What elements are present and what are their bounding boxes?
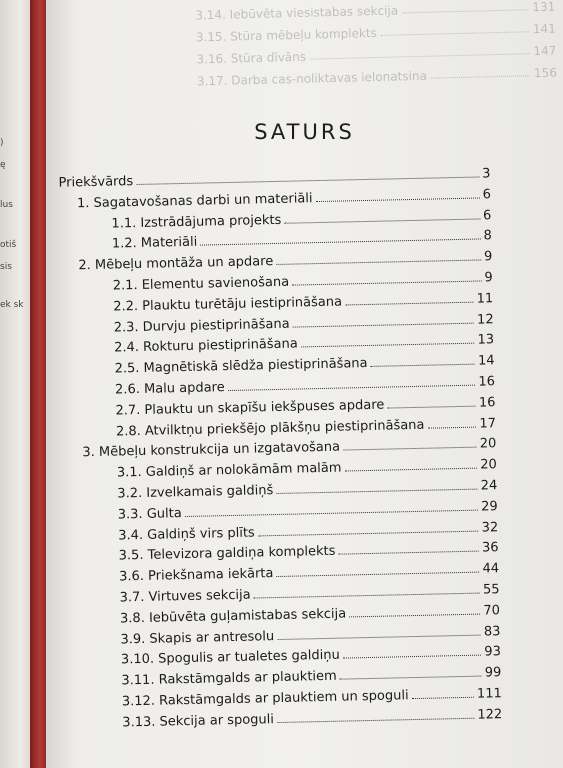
dot-leader [284, 218, 480, 223]
dot-leader [412, 697, 474, 699]
toc-entry-label: 2.6. Malu apdare [114, 380, 225, 398]
toc-entry-label: 3.13. Sekcija ar spoguli [122, 711, 275, 731]
toc-entry-label: 2.2. Plauktu turētāju iestiprināšana [113, 294, 343, 315]
toc-entry-label: 2.4. Rokturu piestiprināšana [114, 336, 298, 356]
dot-leader [345, 301, 474, 305]
toc-page-number: 16 [478, 374, 496, 390]
toc-page-number: 111 [476, 686, 502, 702]
margin-fragment: ę [0, 160, 6, 170]
dot-leader [277, 634, 481, 639]
toc-page-number: 70 [483, 602, 501, 619]
dot-leader [339, 551, 480, 555]
toc-page-number: 17 [479, 415, 497, 432]
toc-page-number: 6 [482, 187, 492, 203]
toc-entry-label: 1.1. Izstrādājuma projekts [111, 212, 282, 232]
margin-fragment: sis [0, 262, 12, 272]
dot-leader [136, 177, 479, 185]
dot-leader [293, 322, 475, 327]
toc-page-number: 12 [476, 311, 494, 328]
dot-leader [344, 468, 477, 472]
toc-page-number: 9 [483, 249, 493, 265]
toc-entry-label: 2. Mēbeļu montāža un apdare [78, 254, 274, 274]
toc-entry-label: 2.8. Atvilktņu priekšējo plākšņu piestiprināšana [115, 417, 425, 440]
toc-page-number: 3 [482, 166, 491, 182]
toc-entry-label: 2.5. Magnētiskā slēdža piestiprināšana [114, 356, 368, 377]
toc-page-number: 13 [477, 332, 495, 348]
dot-leader [258, 530, 479, 536]
toc-entry-label: 3.5. Televizora galdiņa komplekts [118, 544, 336, 564]
dot-leader [427, 426, 476, 428]
toc-entry-label: 3.9. Skapis ar antresolu [120, 628, 275, 648]
toc-page-number: 24 [480, 478, 498, 494]
toc-page-number: 6 [482, 207, 492, 224]
toc-entry-label: 3.2. Izvelkamais galdiņš [117, 483, 274, 502]
toc-page-number: 32 [481, 519, 499, 536]
toc-entry-label: 3.10. Spogulis ar tualetes galdiņu [120, 648, 340, 668]
dot-leader [387, 405, 476, 408]
toc-page-number: 93 [484, 644, 502, 660]
toc-entry-label: 3.8. Iebūvēta guļamistabas sekcija [119, 606, 347, 627]
book-page [46, 0, 563, 768]
toc-page-number: 122 [477, 706, 503, 723]
dot-leader [276, 260, 481, 265]
toc-entry-label: 2.1. Elementu savienošana [112, 274, 290, 294]
toc-page-number: 29 [481, 498, 498, 515]
toc-entry-label: 3.3. Gulta [117, 505, 182, 523]
toc-page-number: 44 [482, 561, 500, 577]
toc-page-number: 9 [484, 270, 493, 286]
toc-entry-label: 2.3. Durvju piestiprināšana [113, 316, 290, 336]
toc-page-number: 36 [481, 540, 499, 556]
dot-leader [301, 343, 475, 348]
toc-page-number: 14 [477, 353, 495, 369]
dot-leader [371, 364, 475, 367]
margin-fragment: otiš [0, 240, 17, 250]
toc-page-number: 55 [482, 582, 500, 598]
toc-entry-label: Priekšvārds [58, 174, 134, 191]
margin-fragment: lus [0, 200, 13, 210]
toc-page-number: 83 [483, 623, 501, 640]
dot-leader [343, 447, 477, 451]
margin-fragment: ek sk [0, 300, 24, 310]
toc-entry-label: 3. Mēbeļu konstrukcija un izgatavošana [82, 439, 341, 461]
toc-page-number: 20 [480, 457, 497, 473]
table-of-contents [46, 0, 563, 768]
page-title: SATURS [254, 120, 355, 144]
dot-leader [276, 572, 479, 577]
toc-entry-label: 3.4. Galdiņš virs plīts [118, 525, 255, 544]
toc-entry-label: 3.7. Virtuves sekcija [119, 587, 251, 606]
toc-entry-label: 2.7. Plauktu un skapīšu iekšpuses apdare [115, 397, 385, 419]
toc-entry-label: 3.11. Rakstāmgalds ar plauktiem [121, 668, 337, 689]
toc-entry-label: 3.12. Rakstāmgalds ar plauktiem un spoguli [121, 688, 409, 710]
dot-leader [276, 489, 477, 494]
margin-fragment: ) [0, 138, 4, 148]
dot-leader [277, 718, 475, 723]
toc-page-number: 8 [483, 228, 492, 244]
dot-leader [343, 655, 482, 659]
ghost-line: 3.15. Stūra mēbeļu komplekts 141 [195, 21, 556, 45]
dot-leader [316, 197, 480, 202]
toc-entry-label: 3.1. Galdiņš ar nolokāmām malām [116, 460, 342, 481]
toc-page-number: 20 [479, 436, 497, 452]
ghost-line: 3.14. Iebūvēta viesistabas sekcija 131 [195, 0, 556, 23]
dot-leader [292, 280, 481, 285]
toc-page-number: 11 [476, 291, 494, 307]
ghost-line: 3.16. Stūra dīvāns 147 [196, 43, 557, 67]
dot-leader [185, 509, 478, 516]
dot-leader [228, 385, 476, 391]
dot-leader [340, 676, 482, 680]
dot-leader [200, 239, 480, 246]
toc-entry-label: 3.6. Priekšnama iekārta [119, 566, 274, 585]
ghost-line: 3.17. Darba cas-noliktavas ielonatsina 156 [196, 65, 558, 89]
toc-page-number: 99 [484, 665, 502, 681]
toc-entry-label: 1. Sagatavošanas darbi un materiāli [76, 190, 313, 212]
toc-page-number: 16 [478, 395, 496, 411]
toc-entry-label: 1.2. Materiāli [111, 235, 198, 252]
dot-leader [349, 613, 480, 617]
dot-leader [254, 593, 480, 599]
